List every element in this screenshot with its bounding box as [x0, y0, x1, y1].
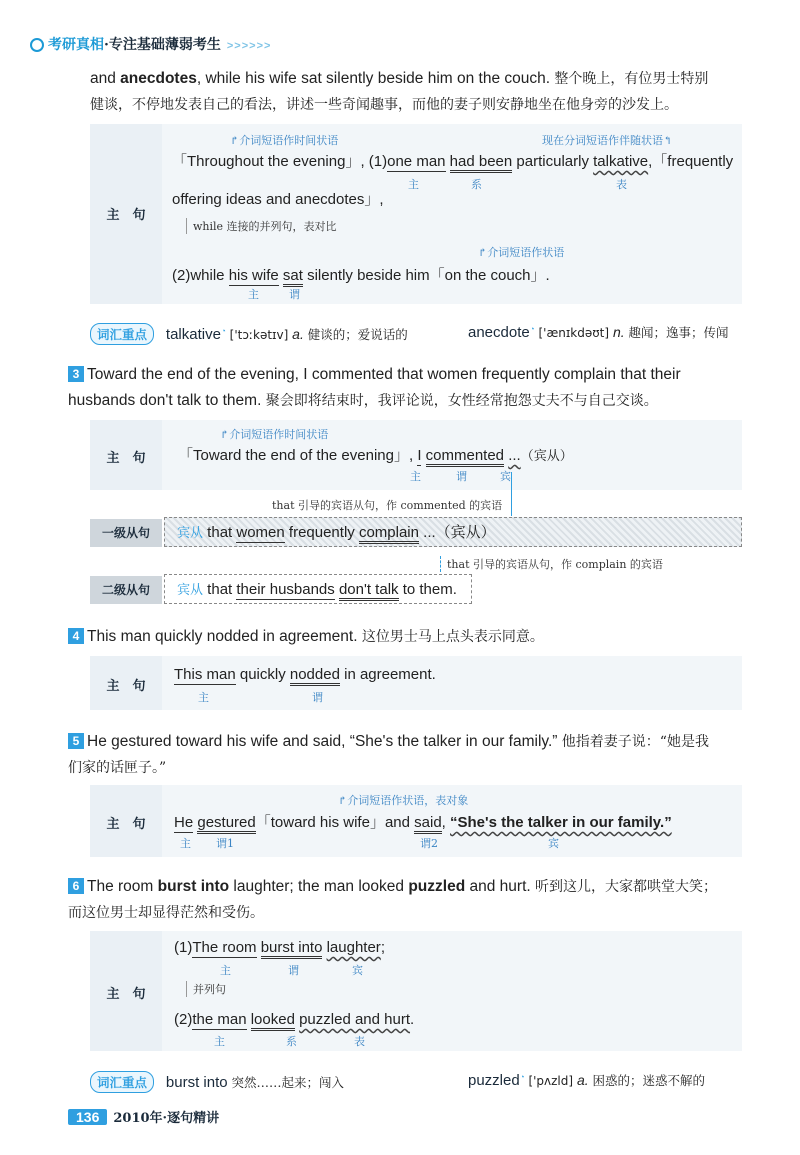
connector-note: 并列句 — [186, 981, 226, 997]
header-arrows: >>>>>> — [226, 40, 272, 52]
grammar-label: 主 — [214, 1035, 225, 1048]
clause-note: that 引导的宾语从句，作 commented 的宾语 — [272, 499, 503, 512]
grammar-label: 谓 — [289, 288, 300, 301]
box-label: 主 句 — [106, 817, 146, 832]
vocab-label: 词汇重点 — [90, 323, 154, 345]
grammar-label: 表 — [354, 1035, 365, 1048]
grammar-label: 谓 — [288, 964, 299, 977]
analysis-box-sentence-5 — [90, 785, 742, 857]
audio-icon: ◔ — [519, 1072, 525, 1082]
vocab-label: 词汇重点 — [90, 1071, 154, 1093]
vocab-row: 词汇重点 burst into 突然……起来；闯入 — [90, 1071, 344, 1093]
brand-name: 考研真相 — [48, 37, 104, 53]
sentence-number-badge: 6 — [68, 878, 84, 894]
sentence-number-badge: 3 — [68, 366, 84, 382]
analysis-line: 「Throughout the evening」, (1)one man had been particularly talkative,「frequently — [172, 150, 733, 171]
vocab-row: 词汇重点 talkative◔ ['tɔːkətɪv] a. 健谈的；爱说话的 — [90, 323, 408, 345]
grammar-label: 系 — [471, 178, 482, 191]
header-subtitle: ·专注基础薄弱考生 — [104, 37, 221, 53]
footer-title: 2010年·逐句精讲 — [113, 1111, 220, 1126]
box-label: 主 句 — [106, 679, 146, 694]
clause-level-2-box: 宾从 that their husbands don't talk to them. — [164, 574, 472, 604]
clause-level-2-label: 二级从句 — [90, 576, 162, 604]
box-label: 主 句 — [106, 987, 146, 1002]
grammar-label: 主 — [410, 470, 421, 483]
grammar-label: 主 — [248, 288, 259, 301]
grammar-label: 谓1 — [216, 837, 234, 850]
sentence-number-badge: 4 — [68, 628, 84, 644]
intro-paragraph: and anecdotes, while his wife sat silently beside him on the couch. 整个晚上，有位男士特别 健谈，不停地发表自己的看法，讲述一些奇闻趣事，而他的妻子则安静地坐在他身旁的沙发上。 — [90, 70, 709, 113]
grammar-label: 宾 — [548, 837, 559, 850]
grammar-label: 系 — [286, 1035, 297, 1048]
page-footer — [68, 1107, 219, 1126]
clause-level-1-box: 宾从 that women frequently complain ...（宾从） — [164, 517, 742, 547]
grammar-label: 谓 — [456, 470, 467, 483]
analysis-box-sentence-6 — [90, 931, 742, 1051]
analysis-line: (2)the man looked puzzled and hurt. — [174, 1011, 414, 1028]
connector-note: while 连接的并列句，表对比 — [186, 218, 337, 234]
clause-level-1-label: 一级从句 — [90, 519, 162, 547]
grammar-label: 谓 — [312, 691, 323, 704]
audio-icon: ◔ — [529, 324, 535, 334]
search-logo-icon — [30, 38, 44, 52]
audio-icon: ◔ — [220, 326, 226, 336]
annotation-tag: ↱介词短语作状语，表对象 — [338, 794, 469, 807]
vocab-row: puzzled◔ ['pʌzld] a. 困惑的；迷惑不解的 — [468, 1072, 706, 1089]
connector-line — [511, 472, 512, 516]
page-number: 136 — [68, 1109, 107, 1125]
analysis-box-sentence-4 — [90, 656, 742, 710]
grammar-label: 宾 — [500, 470, 511, 483]
page-header — [30, 34, 271, 54]
clause-note: that 引导的宾语从句，作 complain 的宾语 — [440, 556, 663, 572]
grammar-label: 表 — [616, 178, 627, 191]
grammar-label: 宾 — [352, 964, 363, 977]
grammar-label: 主 — [408, 178, 419, 191]
analysis-line: 「Toward the end of the evening」, I commented ...（宾从） — [178, 444, 573, 465]
analysis-line: This man quickly nodded in agreement. — [174, 666, 436, 683]
sentence-number-badge: 5 — [68, 733, 84, 749]
analysis-line: He gestured「toward his wife」and said, “She's the talker in our family.” — [174, 811, 672, 832]
box-label: 主 句 — [106, 208, 146, 223]
annotation-tag: ↱介词短语作状语 — [478, 246, 565, 259]
sentence-5: 5 He gestured toward his wife and said, “She's the talker in our family.” 他指着妻子说：“她是我 们家的话匣子。” — [68, 733, 709, 776]
sentence-3: 3 Toward the end of the evening, I commented that women frequently complain that their husbands don't talk to them. 聚会即将结束时，我评论说，女性经常抱怨丈夫不与自己交谈。 — [68, 366, 681, 409]
annotation-tag: ↱介词短语作时间状语 — [220, 428, 329, 441]
sentence-4: 4 This man quickly nodded in agreement. 这位男士马上点头表示同意。 — [68, 624, 758, 650]
vocab-row: anecdote◔ ['ænɪkdəʊt] n. 趣闻；逸事；传闻 — [468, 324, 729, 341]
grammar-label: 主 — [198, 691, 209, 704]
annotation-tag: ↱介词短语作时间状语 — [230, 134, 339, 147]
grammar-label: 主 — [220, 964, 231, 977]
grammar-label: 谓2 — [420, 837, 438, 850]
analysis-line: offering ideas and anecdotes」, — [172, 191, 384, 208]
box-label: 主 句 — [106, 451, 146, 466]
analysis-line: (2)while his wife sat silently beside him「on the couch」. — [172, 264, 550, 285]
analysis-line: (1)The room burst into laughter; — [174, 939, 385, 956]
analysis-box-sentence-3 — [90, 420, 742, 490]
grammar-label: 主 — [180, 837, 191, 850]
sentence-6: 6 The room burst into laughter; the man looked puzzled and hurt. 听到这儿，大家都哄堂大笑； 而这位男士却显得茫然和受伤。 — [68, 878, 717, 921]
analysis-box-sentence-2 — [90, 124, 742, 304]
annotation-tag: 现在分词短语作伴随状语↰ — [542, 134, 673, 147]
